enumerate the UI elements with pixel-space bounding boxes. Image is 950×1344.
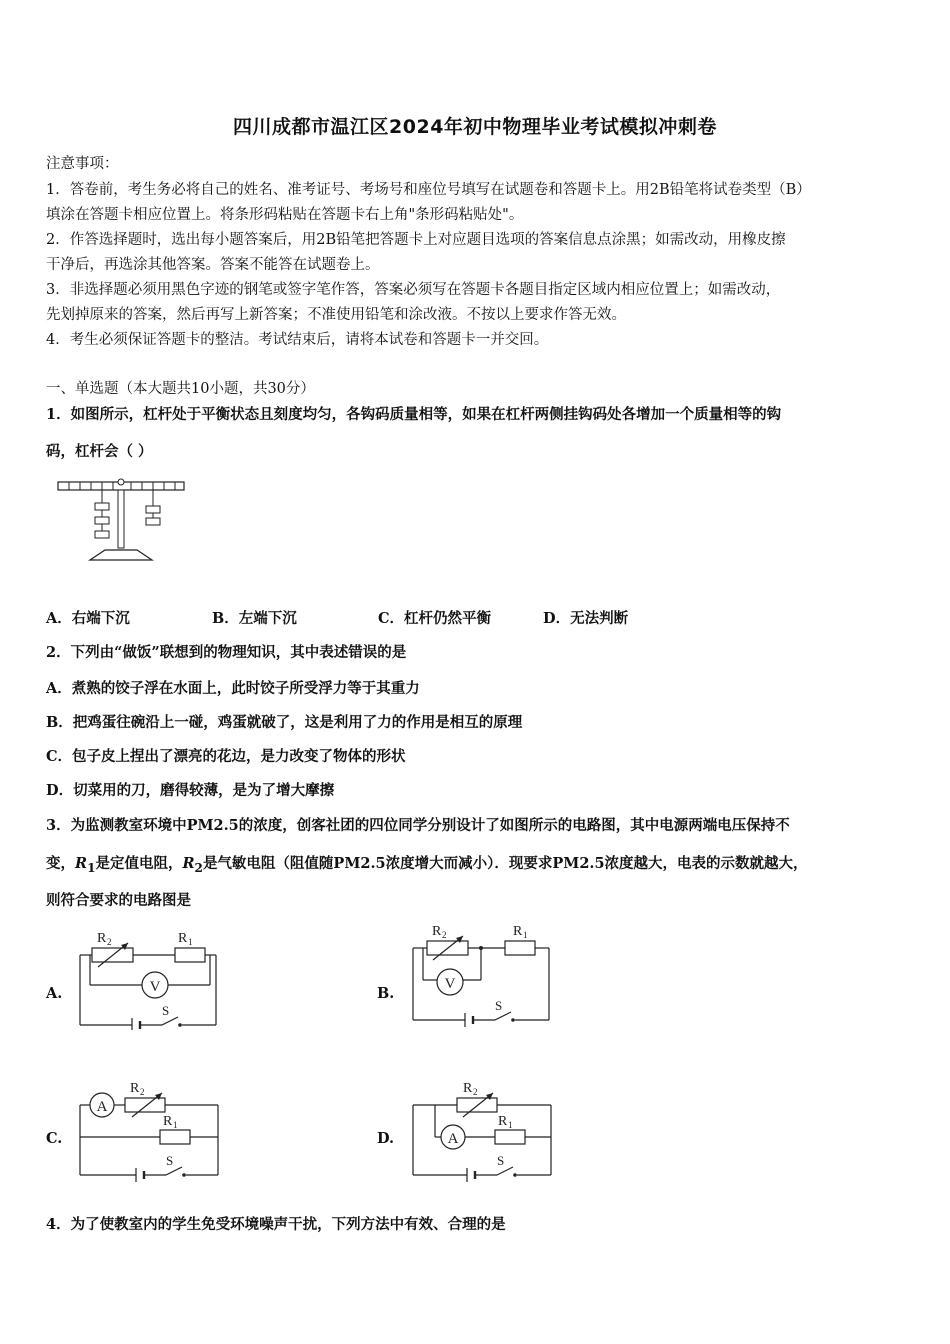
circuit-d-label[interactable]: D. — [377, 1130, 395, 1147]
circuit-a — [70, 925, 230, 1030]
svg-text:A: A — [96, 1099, 108, 1115]
weight-icon — [95, 531, 109, 538]
q1-option-b[interactable]: B．左端下沉 — [212, 610, 297, 627]
q2-option-a[interactable]: A．煮熟的饺子浮在水面上，此时饺子所受浮力等于其重力 — [46, 680, 420, 697]
circuit-a-label[interactable]: A. — [46, 985, 63, 1002]
circuit-d — [405, 1075, 565, 1185]
svg-text:S: S — [162, 1003, 170, 1018]
svg-text:1: 1 — [173, 1120, 178, 1130]
circuit-b-label[interactable]: B. — [377, 985, 395, 1002]
notes-line: 2．作答选择题时，选出每小题答案后，用2B铅笔把答题卡上对应题目选项的答案信息点涂黑；如需改动，用橡皮擦 — [46, 232, 786, 248]
lever-figure — [55, 470, 190, 570]
weight-icon — [146, 506, 160, 513]
svg-text:S: S — [166, 1153, 174, 1168]
q2-option-b[interactable]: B．把鸡蛋往碗沿上一碰，鸡蛋就破了，这是利用了力的作用是相互的原理 — [46, 714, 523, 731]
r1-sub: 1 — [87, 860, 96, 875]
notes-line: 干净后，再选涂其他答案。答案不能答在试题卷上。 — [46, 257, 380, 273]
svg-text:V: V — [149, 979, 161, 995]
notes-heading: 注意事项： — [46, 156, 119, 172]
svg-text:S: S — [497, 1153, 505, 1168]
page-title: 四川成都市温江区2024年初中物理毕业考试模拟冲刺卷 — [233, 116, 717, 138]
svg-text:2: 2 — [473, 1087, 478, 1097]
svg-text:V: V — [444, 976, 456, 992]
notes-line: 1．答卷前，考生务必将自己的姓名、准考证号、考场号和座位号填写在试题卷和答题卡上。用2B铅笔将试卷类型（B） — [46, 182, 811, 198]
q2-option-c[interactable]: C．包子皮上捏出了漂亮的花边，是力改变了物体的形状 — [46, 748, 406, 765]
svg-text:R: R — [97, 931, 107, 946]
svg-text:R: R — [163, 1114, 173, 1129]
circuit-b — [405, 920, 565, 1030]
q3-text: 是气敏电阻（阻值随PM2.5浓度增大而减小）．现要求PM2.5浓度越大，电表的示数就越大， — [202, 855, 808, 872]
svg-text:R: R — [463, 1081, 473, 1096]
svg-text:2: 2 — [140, 1087, 145, 1097]
q4-stem: 4．为了使教室内的学生免受环境噪声干扰，下列方法中有效、合理的是 — [46, 1216, 506, 1233]
notes-line: 填涂在答题卡相应位置上。将条形码粘贴在答题卡右上角"条形码粘贴处"。 — [46, 207, 524, 223]
weight-icon — [95, 517, 109, 524]
weight-icon — [146, 518, 160, 525]
q3-text: 变， — [46, 855, 75, 872]
circuit-c-label[interactable]: C. — [46, 1130, 63, 1147]
notes-line: 先划掉原来的答案，然后再写上新答案；不准使用铅笔和涂改液。不按以上要求作答无效。 — [46, 307, 626, 323]
q1-option-a[interactable]: A．右端下沉 — [46, 610, 130, 627]
svg-text:1: 1 — [188, 937, 193, 947]
lever-stand — [118, 490, 124, 548]
svg-text:R: R — [513, 924, 523, 939]
circuit-c — [70, 1075, 230, 1185]
r2-resistor — [457, 1098, 497, 1112]
r1-symbol: R — [75, 855, 88, 872]
svg-text:1: 1 — [523, 930, 528, 940]
q3-stem-line1: 3．为监测教室环境中PM2.5的浓度，创客社团的四位同学分别设计了如图所示的电路图，其中电源两端电压保持不 — [46, 817, 790, 834]
svg-text:S: S — [495, 998, 503, 1013]
q1-stem-line2: 码，杠杆会（ ） — [46, 443, 153, 460]
q1-option-c[interactable]: C．杠杆仍然平衡 — [378, 610, 492, 627]
svg-text:R: R — [498, 1114, 508, 1129]
q2-option-d[interactable]: D．切菜用的刀，磨得较薄，是为了增大摩擦 — [46, 782, 335, 799]
r1-resistor — [495, 1130, 525, 1144]
lever-base — [90, 550, 152, 560]
notes-line: 4．考生必须保证答题卡的整洁。考试结束后，请将本试卷和答题卡一并交回。 — [46, 332, 549, 348]
r1-resistor — [160, 1130, 190, 1144]
q1-stem-line1: 1．如图所示，杠杆处于平衡状态且刻度均匀，各钩码质量相等，如果在杠杆两侧挂钩码处各增加一个质量相等的钩 — [46, 406, 782, 423]
r2-symbol: R — [182, 855, 195, 872]
svg-text:R: R — [130, 1081, 140, 1096]
q3-stem-line3: 则符合要求的电路图是 — [46, 892, 191, 909]
svg-text:2: 2 — [442, 930, 447, 940]
q3-stem-line2 — [46, 852, 808, 875]
q3-text: 是定值电阻， — [95, 855, 183, 872]
svg-text:R: R — [178, 931, 188, 946]
r2-sub: 2 — [194, 860, 203, 875]
pivot-icon — [118, 479, 124, 485]
section-heading: 一、单选题（本大题共10小题，共30分） — [46, 381, 315, 397]
svg-text:A: A — [447, 1131, 459, 1147]
svg-text:R: R — [432, 924, 442, 939]
notes-line: 3．非选择题必须用黑色字迹的钢笔或签字笔作答，答案必须写在答题卡各题目指定区域内相应位置上；如需改动， — [46, 282, 781, 298]
r2-resistor — [125, 1098, 165, 1112]
r1-resistor — [175, 948, 205, 962]
q1-option-d[interactable]: D．无法判断 — [543, 610, 629, 627]
weight-icon — [95, 503, 109, 510]
svg-text:1: 1 — [508, 1120, 513, 1130]
r1-resistor — [505, 941, 535, 955]
svg-text:2: 2 — [107, 937, 112, 947]
q2-stem: 2．下列由“做饭”联想到的物理知识，其中表述错误的是 — [46, 644, 407, 661]
